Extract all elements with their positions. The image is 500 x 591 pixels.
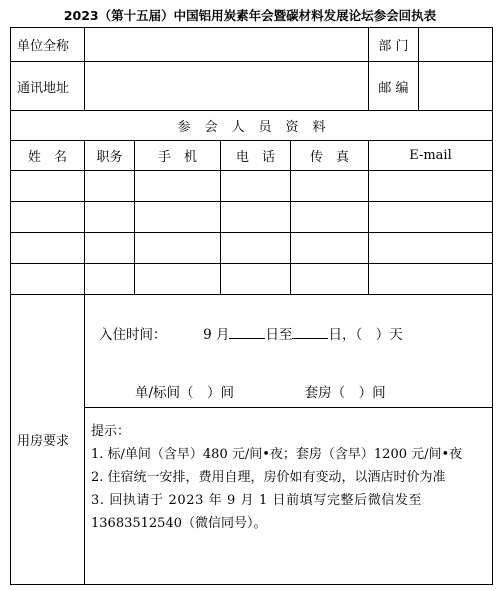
attendee-cell[interactable] bbox=[11, 202, 85, 233]
attendee-cell[interactable] bbox=[221, 202, 291, 233]
attendee-cell[interactable] bbox=[369, 171, 493, 202]
checkin-day-from: 日至 bbox=[265, 327, 293, 343]
unit-label: 单位全称 bbox=[11, 28, 85, 62]
unit-row bbox=[11, 28, 493, 62]
attendee-cell[interactable] bbox=[221, 233, 291, 264]
tips-line: 13683512540（微信同号）。 bbox=[91, 516, 267, 531]
attendee-cell[interactable] bbox=[221, 171, 291, 202]
attendee-cell[interactable] bbox=[11, 233, 85, 264]
checkin-month: 9 月 bbox=[203, 327, 230, 343]
attendee-cell[interactable] bbox=[11, 264, 85, 295]
col-fax-header: 传 真 bbox=[291, 141, 369, 171]
attendee-cell[interactable] bbox=[11, 171, 85, 202]
address-row bbox=[11, 62, 493, 111]
attendee-cell[interactable] bbox=[291, 171, 369, 202]
address-label: 通讯地址 bbox=[11, 62, 85, 111]
attendee-cell[interactable] bbox=[85, 233, 135, 264]
attendee-row bbox=[11, 202, 493, 233]
attendee-cell[interactable] bbox=[85, 264, 135, 295]
form-title: 2023（第十五届）中国铝用炭素年会暨碳材料发展论坛参会回执表 bbox=[63, 8, 437, 23]
col-position-header: 职务 bbox=[85, 141, 135, 171]
suite-room-count: 套房（ ）间 bbox=[304, 385, 386, 401]
attendee-cell[interactable] bbox=[369, 233, 493, 264]
registration-form-table bbox=[10, 27, 493, 585]
address-input-cell[interactable] bbox=[85, 62, 369, 111]
attendee-cell[interactable] bbox=[135, 233, 221, 264]
attendee-cell[interactable] bbox=[291, 202, 369, 233]
attendee-cell[interactable] bbox=[135, 171, 221, 202]
dept-input-cell[interactable] bbox=[419, 28, 493, 62]
tips-line: 2. 住宿统一安排，费用自理，房价如有变动，以酒店时价为准 bbox=[91, 470, 446, 485]
col-name-header: 姓 名 bbox=[11, 141, 85, 171]
room-type-line bbox=[135, 381, 386, 401]
checkin-day-to: 日，（ ）天 bbox=[328, 327, 403, 343]
checkin-start-day-blank[interactable] bbox=[229, 326, 265, 339]
tips-cell bbox=[85, 408, 493, 585]
attendee-cell[interactable] bbox=[135, 264, 221, 295]
attendee-section-row bbox=[11, 111, 493, 141]
attendee-section-title: 参会人员资料 bbox=[11, 111, 493, 141]
tips-line: 3. 回执请于 2023 年 9 月 1 日前填写完整后微信发至 bbox=[91, 493, 423, 508]
room-booking-row bbox=[11, 295, 493, 408]
tips-line: 1. 标/单间（含早）480 元/间•夜；套房（含早）1200 元/间•夜 bbox=[91, 447, 463, 462]
attendee-cell[interactable] bbox=[135, 202, 221, 233]
attendee-cell[interactable] bbox=[291, 233, 369, 264]
checkin-line bbox=[99, 323, 403, 343]
dept-label: 部 门 bbox=[369, 28, 419, 62]
single-room-count: 单/标间（ ）间 bbox=[135, 385, 235, 401]
col-phone-header: 电 话 bbox=[221, 141, 291, 171]
attendee-cell[interactable] bbox=[369, 264, 493, 295]
col-mobile-header: 手 机 bbox=[135, 141, 221, 171]
checkin-prefix: 入住时间： bbox=[99, 327, 167, 343]
tips-title: 提示： bbox=[91, 424, 131, 439]
attendee-cell[interactable] bbox=[85, 202, 135, 233]
attendee-cell[interactable] bbox=[369, 202, 493, 233]
attendee-header-row bbox=[11, 141, 493, 171]
col-email-header: E-mail bbox=[369, 141, 493, 171]
attendee-cell[interactable] bbox=[85, 171, 135, 202]
postcode-label: 邮 编 bbox=[369, 62, 419, 111]
attendee-cell[interactable] bbox=[221, 264, 291, 295]
checkin-end-day-blank[interactable] bbox=[292, 326, 328, 339]
attendee-cell[interactable] bbox=[291, 264, 369, 295]
room-requirement-label: 用房要求 bbox=[11, 295, 85, 585]
attendee-row bbox=[11, 233, 493, 264]
attendee-row bbox=[11, 171, 493, 202]
postcode-input-cell[interactable] bbox=[419, 62, 493, 111]
unit-input-cell[interactable] bbox=[85, 28, 369, 62]
room-booking-cell bbox=[85, 295, 493, 408]
attendee-row bbox=[11, 264, 493, 295]
